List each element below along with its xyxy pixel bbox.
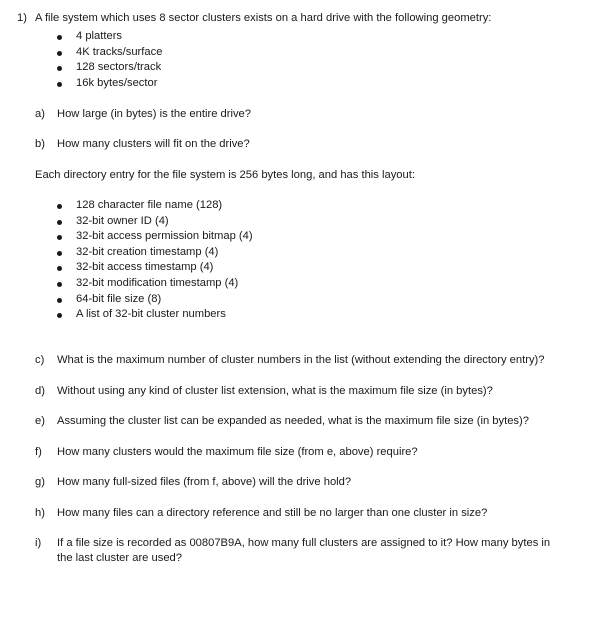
question-label: e): [35, 415, 45, 427]
list-item: 32-bit access timestamp (4): [76, 260, 253, 276]
question-label: g): [35, 476, 45, 488]
list-item: 32-bit access permission bitmap (4): [76, 229, 253, 245]
question-label: d): [35, 385, 45, 397]
question-text: How many clusters would the maximum file size (from e, above) require?: [57, 446, 418, 458]
question-text: What is the maximum number of cluster numbers in the list (without extending the directory entry)?: [57, 354, 545, 366]
list-item: 32-bit owner ID (4): [76, 214, 253, 230]
question-label: h): [35, 507, 45, 519]
list-item: 4K tracks/surface: [76, 45, 162, 61]
problem-number: 1): [17, 12, 27, 24]
layout-list: [76, 198, 253, 323]
question-label: c): [35, 354, 45, 366]
list-item: A list of 32-bit cluster numbers: [76, 307, 253, 323]
question-label: a): [35, 108, 45, 120]
question-label: f): [35, 446, 42, 458]
list-item: 64-bit file size (8): [76, 292, 253, 308]
layout-intro: Each directory entry for the file system is 256 bytes long, and has this layout:: [35, 169, 415, 181]
question-text: If a file size is recorded as 00807B9A, how many full clusters are assigned to it? How many bytes in the last cluster are used?: [57, 537, 551, 564]
question-text: How many full-sized files (from f, above) will the drive hold?: [57, 476, 352, 488]
list-item: 32-bit creation timestamp (4): [76, 245, 253, 261]
question-text: Without using any kind of cluster list extension, what is the maximum file size (in bytes)?: [57, 385, 493, 397]
question-label: i): [35, 537, 42, 549]
question-text: How large (in bytes) is the entire drive?: [57, 108, 252, 120]
problem-intro: A file system which uses 8 sector clusters exists on a hard drive with the following geometry:: [35, 12, 492, 24]
question-label: b): [35, 138, 45, 150]
list-item: 128 sectors/track: [76, 60, 162, 76]
question-text: Assuming the cluster list can be expanded as needed, what is the maximum file size (in bytes)?: [57, 415, 529, 427]
list-item: 16k bytes/sector: [76, 76, 162, 92]
geometry-list: [76, 29, 162, 91]
question-text: How many files can a directory reference and still be no larger than one cluster in size?: [57, 507, 488, 519]
list-item: 128 character file name (128): [76, 198, 253, 214]
list-item: 4 platters: [76, 29, 162, 45]
question-text: How many clusters will fit on the drive?: [57, 138, 250, 150]
list-item: 32-bit modification timestamp (4): [76, 276, 253, 292]
